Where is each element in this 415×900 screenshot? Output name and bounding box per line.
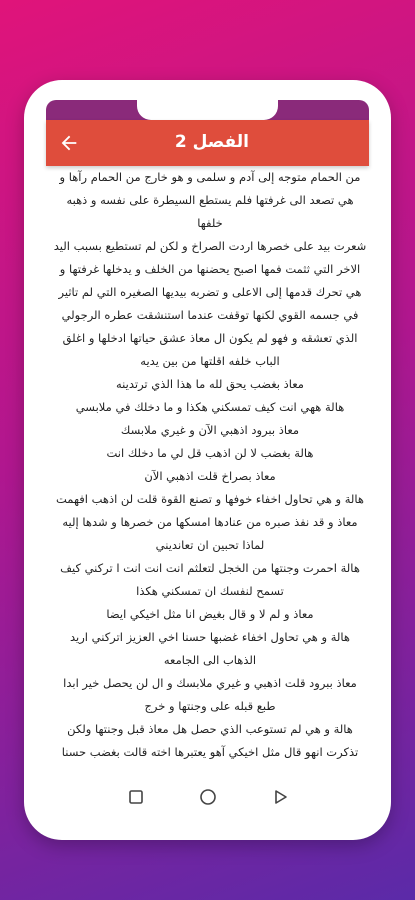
paragraph: معاذ ببرود قلت اذهبي و غيري ملابسك و ال لن يحصل خير ابدا طبع قبله على وجنتها و خرج xyxy=(63,676,357,713)
paragraph: معاذ ببرود اذهبي الآن و غيري ملابسك xyxy=(120,423,300,437)
paragraph: هالة و هي تحاول اخفاء غضبها حسنا اخي العزيز اتركني اريد الذهاب الى الجامعه xyxy=(70,630,350,667)
paragraph: هالة بغضب لا لن اذهب قل لي ما دخلك انت xyxy=(106,446,314,460)
paragraph: هالة ههي انت كيف تمسكني هكذا و ما دخلك في ملابسي xyxy=(75,400,345,414)
paragraph: هالة احمرت وجنتها من الخجل لتعلثم انت انت انت ا تركني كيف تسمح لنفسك ان تمسكني هكذا xyxy=(60,561,360,598)
paragraph: هالة و هي لم تستوعب الذي حصل هل معاذ قبل وجنتها ولكن تذكرت انهو قال مثل اخيكي آهو يعتبرها اخته قالت بغضب حسنا xyxy=(61,722,359,759)
paragraph: معاذ و لم لا و قال بغيض انا مثل اخيكي ايضا xyxy=(106,607,314,621)
paragraph: معاذ و قد نفذ صبره من عنادها امسكها من خصرها و شدها إليه لماذا تحبين ان تعانديني xyxy=(62,515,358,552)
arrow-back-icon[interactable] xyxy=(58,132,80,154)
paragraph: معاذ بصراخ قلت اذهبي الآن xyxy=(144,469,276,483)
paragraph: من الحمام متوجه إلى آدم و سلمى و هو خارج من الحمام رآها و هي تصعد الى غرفتها فلم يستطع السيطرة على نفسه و ذهبه خلفها xyxy=(59,170,361,230)
page-title: الفصل 2 xyxy=(174,132,249,152)
paragraph: معاذ بغضب يحق لله ما هذا الذي ترتدينه xyxy=(116,377,304,391)
system-nav-bar xyxy=(46,780,369,814)
paragraph: شعرت بيد على خصرها اردت الصراخ و لكن لم تستطيع بسبب اليد الاخر التي ثثمت فمها اصبح يحضنها من الخلف و يدخلها غرفتها و هي تحرك قدمها إلى الاعلى و تضربه بيديها الصغيره التي لم تاثير في جسمه القوي لكنها توقفت عندما استنشقت عطره الرجولي الذي تعشقه و فهو لم يكون ال معاذ عشق حياتها ادخلها و اغلق الباب خلفه اقلتها من بين يديه xyxy=(53,239,367,368)
circle-icon[interactable] xyxy=(198,787,218,807)
app-bar xyxy=(46,120,369,166)
paragraph: هالة و هي تحاول اخفاء خوفها و تصنع القوة قلت لن اذهب افهمت xyxy=(56,492,364,506)
triangle-icon[interactable] xyxy=(270,787,290,807)
phone-frame xyxy=(24,80,391,840)
phone-notch xyxy=(137,98,278,120)
square-icon[interactable] xyxy=(126,787,146,807)
chapter-text xyxy=(52,166,368,778)
